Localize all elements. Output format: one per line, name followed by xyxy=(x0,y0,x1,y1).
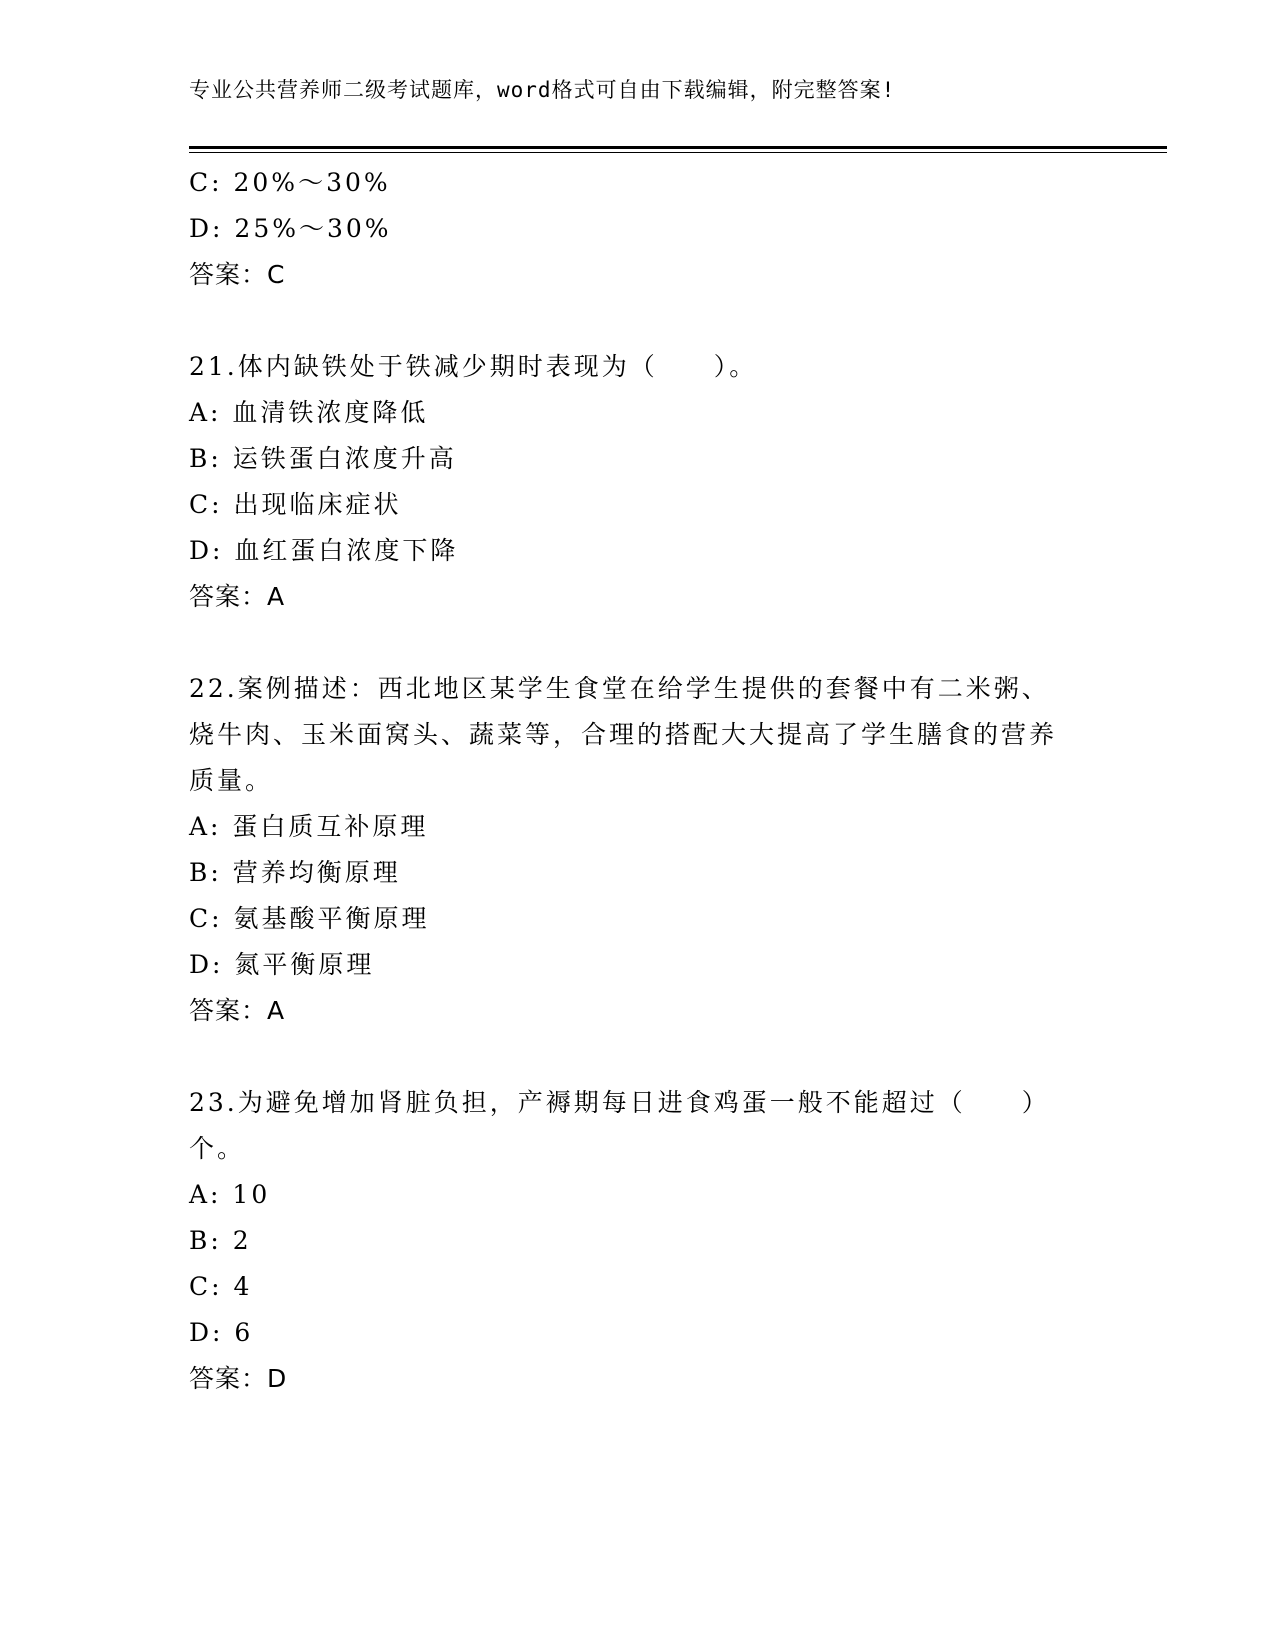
option-c: C: 4 xyxy=(189,1272,253,1301)
question-content xyxy=(189,160,1069,1402)
answer: 答案：C xyxy=(189,260,286,289)
option-c: C: 20%～30% xyxy=(189,168,391,197)
question-stem: 23.为避免增加肾脏负担，产褥期每日进食鸡蛋一般不能超过（ ）个。 xyxy=(189,1088,1050,1163)
option-a: A: 蛋白质互补原理 xyxy=(189,812,429,841)
option-b: B: 2 xyxy=(189,1226,252,1255)
answer: 答案：A xyxy=(189,582,286,611)
header-rule-thick xyxy=(189,146,1167,149)
question-stem: 21.体内缺铁处于铁减少期时表现为（ ）。 xyxy=(189,352,758,381)
option-a: A: 血清铁浓度降低 xyxy=(189,398,429,427)
option-c: C: 出现临床症状 xyxy=(189,490,402,519)
option-b: B: 运铁蛋白浓度升高 xyxy=(189,444,457,473)
option-d: D: 25%～30% xyxy=(189,214,392,243)
option-c: C: 氨基酸平衡原理 xyxy=(189,904,430,933)
header-rule-thin xyxy=(189,152,1167,153)
option-a: A: 10 xyxy=(189,1180,271,1209)
answer: 答案：D xyxy=(189,1364,288,1393)
option-d: D: 氮平衡原理 xyxy=(189,950,375,979)
option-d: D: 6 xyxy=(189,1318,254,1347)
page-header: 专业公共营养师二级考试题库，word格式可自由下载编辑，附完整答案! xyxy=(189,78,896,102)
option-b: B: 营养均衡原理 xyxy=(189,858,401,887)
option-d: D: 血红蛋白浓度下降 xyxy=(189,536,459,565)
question-stem: 22.案例描述：西北地区某学生食堂在给学生提供的套餐中有二米粥、烧牛肉、玉米面窝头、蔬菜等，合理的搭配大大提高了学生膳食的营养质量。 xyxy=(189,674,1058,795)
answer: 答案：A xyxy=(189,996,286,1025)
